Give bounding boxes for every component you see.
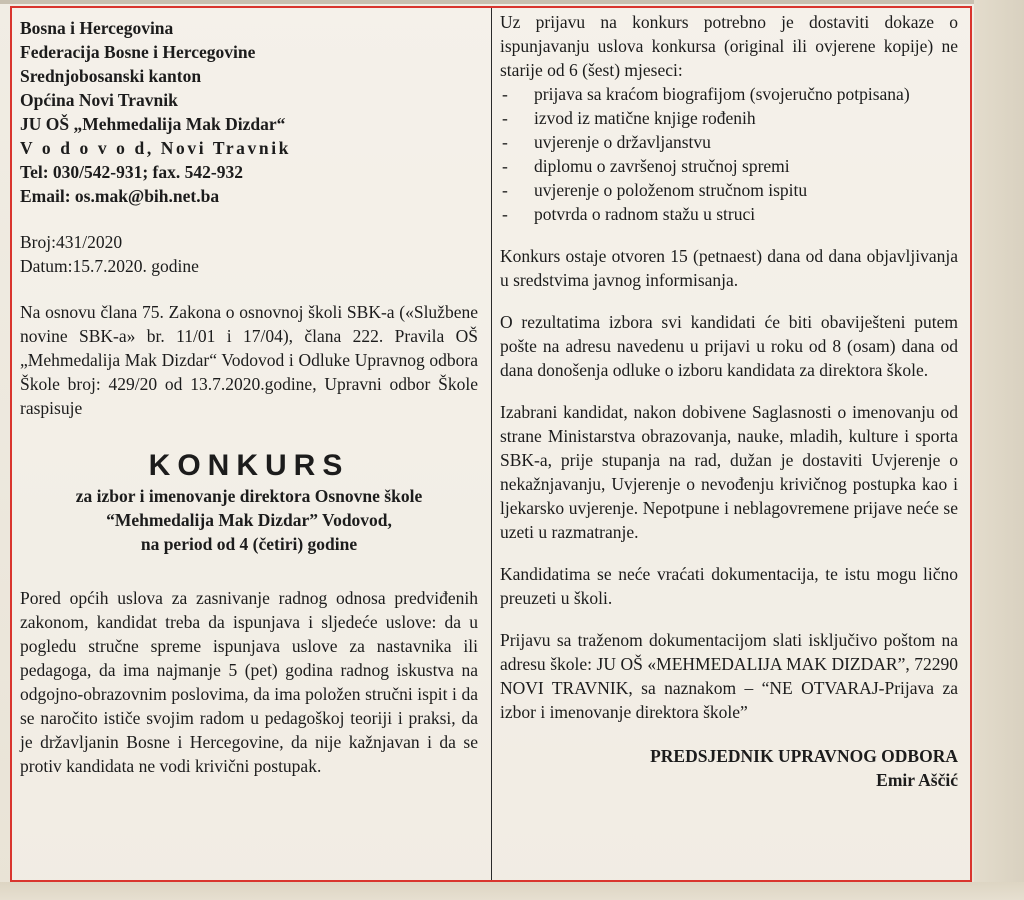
submission-paragraph: Prijavu sa traženom dokumentacijom slati isključivo poštom na adresu škole: JU OŠ «MEHMEDALIJA MAK DIZDAR”, 72290 NOVI TRAVNIK, sa naznakom – “NE OTVARAJ-Prijava za izbor i imenovanje direktora škole” [500,630,958,722]
left-column [20,16,478,778]
header-line-location: V o d o v o d, Novi Travnik [20,138,292,158]
selected-candidate-paragraph: Izabrani kandidat, nakon dobivene Saglasnosti o imenovanju od strane Ministarstva obrazovanja, nauke, mladih, kulture i sporta SBK-a, prije stupanja na rad, dužan je dostaviti Uvjerenje o nekažnjavanju, Uvjerenje o nevođenju krivičnog postupka kao i ljekarsko uvjerenje. Nepotpune i neblagovremene prijave neće se uzeti u razmatranje. [500,402,958,542]
konkurs-subtitle-line-2: “Mehmedalija Mak Dizdar” Vodovod, [106,510,392,530]
list-item: - diplomu o završenoj stručnoj spremi [502,156,790,176]
konkurs-title: KONKURS [148,449,350,482]
right-column [500,10,958,792]
header-line-municipality: Općina Novi Travnik [20,90,178,110]
results-paragraph: O rezultatima izbora svi kandidati će biti obaviješteni putem pošte na adresu navedenu u prijavi u roku od 8 (osam) dana od dana donošenja odluke o izboru kandidata za direktora škole. [500,312,958,380]
list-item: - uvjerenje o državljanstvu [502,132,711,152]
konkurs-heading [20,448,478,556]
column-divider [491,8,492,880]
header-line-school: JU OŠ „Mehmedalija Mak Dizdar“ [20,114,286,134]
header-line-phone: Tel: 030/542-931; fax. 542-932 [20,162,243,182]
reference-number: Broj:431/2020 [20,232,123,252]
header-line-federation: Federacija Bosne i Hercegovine [20,42,256,62]
signature-role: PREDSJEDNIK UPRAVNOG ODBORA [650,746,958,766]
documentation-return-paragraph: Kandidatima se neće vraćati dokumentacija, te istu mogu lično preuzeti u školi. [500,564,958,608]
intro-paragraph: Na osnovu člana 75. Zakona o osnovnoj školi SBK-a («Službene novine SBK-a» br. 11/01 i 17/04), člana 222. Pravila OŠ „Mehmedalija Mak Dizdar“ Vodovod i Odluke Upravnog odbora Škole broj: 429/20 od 13.7.2020.godine, Upravni odbor Škole raspisuje [20,302,478,418]
list-item: - izvod iz matične knjige rođenih [502,108,756,128]
list-item: - prijava sa kraćom biografijom (svojeručno potpisana) [502,84,910,104]
bottom-edge [0,882,1024,900]
konkurs-subtitle-line-1: za izbor i imenovanje direktora Osnovne škole [75,486,423,506]
header-line-email: Email: os.mak@bih.net.ba [20,186,220,206]
list-item: - potvrda o radnom stažu u struci [502,204,756,224]
top-edge [0,0,1024,4]
open-period-paragraph: Konkurs ostaje otvoren 15 (petnaest) dana od dana objavljivanja u sredstvima javnog informisanja. [500,246,958,290]
documents-list [500,82,958,226]
signature-name: Emir Aščić [876,770,958,790]
institution-header [20,16,478,208]
reference-date: Datum:15.7.2020. godine [20,256,199,276]
header-line-country: Bosna i Hercegovina [20,18,174,38]
conditions-paragraph: Pored općih uslova za zasnivanje radnog odnosa predviđenih zakonom, kandidat treba da ispunjava i sljedeće uslove: da u pogledu stručne spreme ispunjava uslove za nastavnika ili pedagoga, da ima najmanje 5 (pet) godina radnog iskustva na odgojno-obrazovnim poslovima, da ima položen stručni ispit i da se naročito ističe svojim radom u pedagoškoj teoriji i praksi, da je državljanin Bosne i Hercegovine, da nije kažnjavan i da se protiv kandidata ne vodi krivični postupak. [20,588,478,776]
konkurs-subtitle-line-3: na period od 4 (četiri) godine [140,534,358,554]
documents-intro: Uz prijavu na konkurs potrebno je dostaviti dokaze o ispunjavanju uslova konkursa (original ili ovjerene kopije) ne starije od 6 (šest) mjeseci: [500,12,958,80]
header-line-canton: Srednjobosanski kanton [20,66,202,86]
right-margin [974,0,1024,900]
list-item: - uvjerenje o položenom stručnom ispitu [502,180,808,200]
